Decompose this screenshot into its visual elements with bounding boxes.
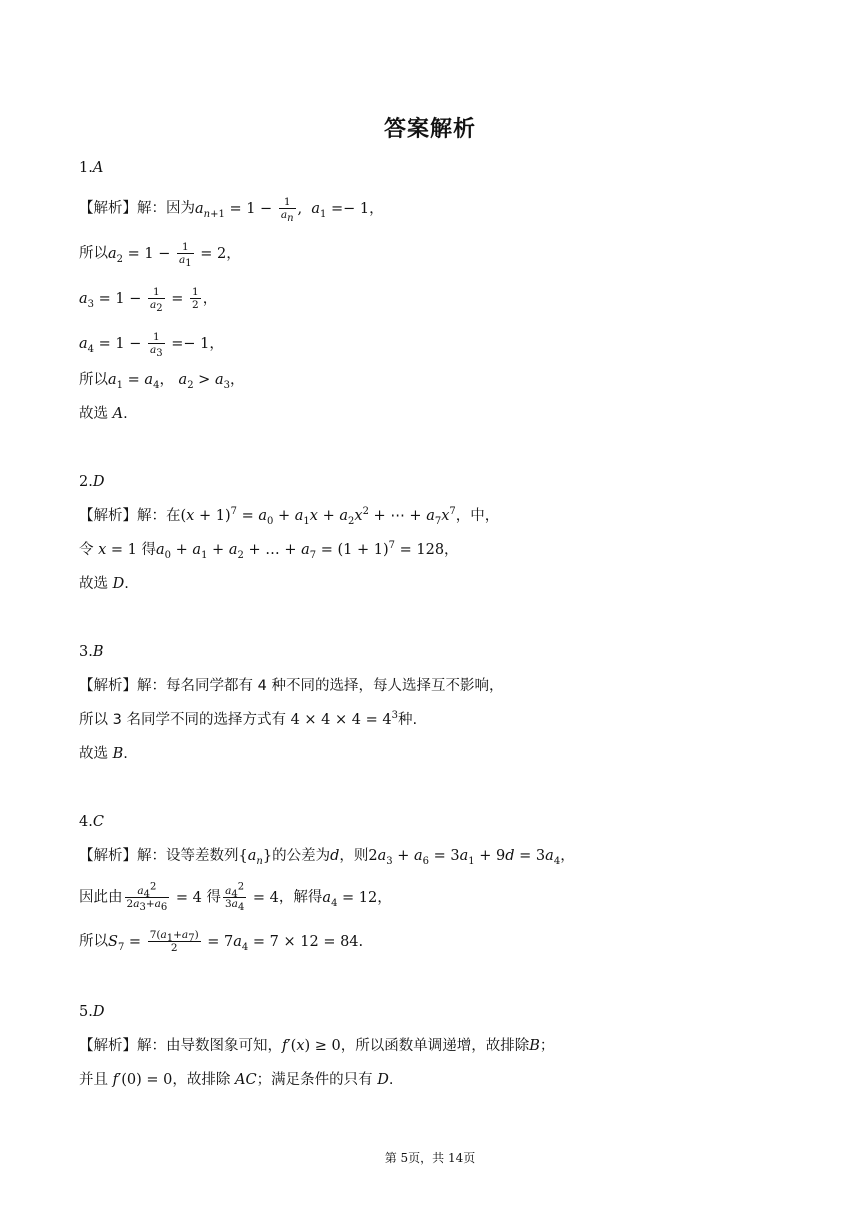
q5-line-2 xyxy=(79,1070,393,1090)
q3-conclusion: 故选 xyxy=(79,746,108,762)
q5-text-1: 解：由导数图象可知， xyxy=(137,1038,282,1054)
q5-text-2: 并且 xyxy=(79,1072,108,1088)
q4-text-2: 因此由 xyxy=(79,889,123,906)
q4-tag: 【解析】 xyxy=(79,848,137,864)
q1-conclusion-end: . xyxy=(123,406,128,422)
q4-text-1: 解：设等差数列 xyxy=(137,848,239,864)
q1-conclusion-letter: A xyxy=(112,406,124,422)
q1-number: 1. xyxy=(79,160,93,176)
q1-conclusion: 故选 xyxy=(79,406,108,422)
q5-text-2-end: . xyxy=(388,1072,394,1088)
q1-answer: A xyxy=(92,160,104,176)
q4-formula-1a: $\{a_n\}$ xyxy=(238,848,273,867)
q2-text-2-mid: 得 xyxy=(141,542,156,558)
q5-text-2-mid: ，故排除 xyxy=(172,1072,231,1088)
page-title: 答案解析 xyxy=(383,117,476,142)
q4-text-1-mid: 的公差为 xyxy=(272,848,331,864)
q1-text-5: 所以 xyxy=(79,372,108,388)
q3-number: 3. xyxy=(79,644,93,660)
q3-conclusion-end: . xyxy=(123,746,128,762)
q2-line-3 xyxy=(79,574,129,594)
q1-tag: 【解析】 xyxy=(79,200,137,217)
q4-formula-2b: $\frac{a_4^2}{3a_4}$ = 4 xyxy=(224,881,279,914)
q2-formula-1: $(x + 1)^7 = a_0 + a_1x + a_2x^2$ + ⋯ + $a_7x^7$ xyxy=(180,506,456,527)
q5-line-1 xyxy=(79,1036,554,1056)
q4-formula-2a: $\frac{a_4^2}{2a_3+a_6}$ = 4 xyxy=(126,881,202,914)
q3-text-2: 所以 3 名同学不同的选择方式有 xyxy=(79,712,286,728)
q4-answer: C xyxy=(92,814,104,830)
q2-text-1: 解：在 xyxy=(137,508,181,524)
q1-formula-1: $a_{n+1} = 1$ − $\frac{1}{a_n}$ , $a_1 =- 1$， xyxy=(195,196,384,225)
q5-letter-3: D xyxy=(377,1072,389,1088)
q5-text-2-mid2: ；满足条件的只有 xyxy=(256,1072,373,1088)
q4-text-2-mid: 得 xyxy=(206,889,221,906)
q3-line-1 xyxy=(79,676,503,696)
q5-letter-1: B xyxy=(529,1038,540,1054)
q3-formula-2: $4 \times 4 \times 4 = 4^3$ xyxy=(290,710,398,728)
q2-text-1-end: ，中， xyxy=(455,508,500,524)
q2-tag: 【解析】 xyxy=(79,508,137,524)
q1-line-6 xyxy=(79,404,128,424)
q5-header xyxy=(79,1002,104,1022)
q3-answer: B xyxy=(92,644,104,660)
q3-text-2-end: 种. xyxy=(397,712,418,728)
q1-line-3 xyxy=(79,286,218,315)
q1-line-2 xyxy=(79,241,241,270)
q2-answer: D xyxy=(92,474,105,490)
q4-formula-1b: d xyxy=(330,848,340,864)
q4-line-1 xyxy=(79,846,575,866)
q1-line-5 xyxy=(79,370,244,390)
q2-header xyxy=(79,472,104,492)
q2-text-2: 令 xyxy=(79,542,94,558)
q4-text-3: 所以 xyxy=(79,933,108,950)
q5-text-1-mid: ，所以函数单调递增，故排除 xyxy=(340,1038,530,1054)
q3-tag: 【解析】 xyxy=(79,678,137,694)
q1-text-1: 解：因为 xyxy=(137,200,195,217)
q4-line-2 xyxy=(79,881,392,914)
q1-line-4 xyxy=(79,331,224,360)
q1-formula-4: $a_4 = 1$ − $\frac{1}{a_3}$ =− 1， xyxy=(79,331,224,360)
q1-formula-3: $a_3 = 1$ − $\frac{1}{a_2}$ = $\frac{1}{2}$ ， xyxy=(79,286,218,315)
q4-header xyxy=(79,812,104,832)
page-footer: 第 5页，共 14页 xyxy=(384,1151,476,1165)
q5-number: 5. xyxy=(79,1004,93,1020)
q2-formula-2b: $a_0 + a_1 + a_2$ + … + $a_7 = (1 + 1)^7 = 128$， xyxy=(156,540,459,561)
q2-conclusion-end: . xyxy=(124,576,129,592)
q4-formula-2c: $a_4 = 12$， xyxy=(322,889,392,909)
q3-text-1: 解：每名同学都有 4 种不同的选择，每人选择互不影响， xyxy=(137,678,504,694)
q1-formula-2: $a_2 = 1$ − $\frac{1}{a_1}$ = 2， xyxy=(108,241,241,270)
q4-formula-1c: $2a_3 + a_6 = 3a_1 + 9d = 3a_4$， xyxy=(368,848,575,867)
q3-line-2 xyxy=(79,710,417,730)
q5-formula-2: f′(0) = 0 xyxy=(112,1072,173,1088)
q3-header xyxy=(79,642,104,662)
q2-line-1 xyxy=(79,506,499,526)
q1-line-1 xyxy=(79,196,384,225)
q4-text-2-mid2: ，解得 xyxy=(278,889,323,906)
q5-tag: 【解析】 xyxy=(79,1038,137,1054)
q5-letter-2: AC xyxy=(235,1072,257,1088)
q1-header xyxy=(79,158,103,178)
q5-text-1-end: ； xyxy=(539,1038,555,1054)
q2-number: 2. xyxy=(79,474,93,490)
q4-formula-3: $S_7$ = $\frac{7(a_1+a_7)}{2}$ = $7a_4 = 7 \times 12 = 84$. xyxy=(108,929,364,954)
q2-line-2 xyxy=(79,540,459,560)
q5-formula-1: f′(x) ≥ 0 xyxy=(282,1038,341,1054)
q3-conclusion-letter: B xyxy=(112,746,124,762)
q2-formula-2a: x = 1 xyxy=(98,542,137,558)
q5-answer: D xyxy=(92,1004,105,1020)
q4-text-1-mid2: ，则 xyxy=(339,848,369,864)
q4-number: 4. xyxy=(79,814,93,830)
q2-conclusion: 故选 xyxy=(79,576,108,592)
q1-text-2: 所以 xyxy=(79,245,108,262)
q4-line-3 xyxy=(79,929,363,954)
q2-conclusion-letter: D xyxy=(112,576,125,592)
q3-line-3 xyxy=(79,744,128,764)
q1-formula-5: $a_1 = a_4$， $a_2 > a_3$， xyxy=(108,372,245,391)
